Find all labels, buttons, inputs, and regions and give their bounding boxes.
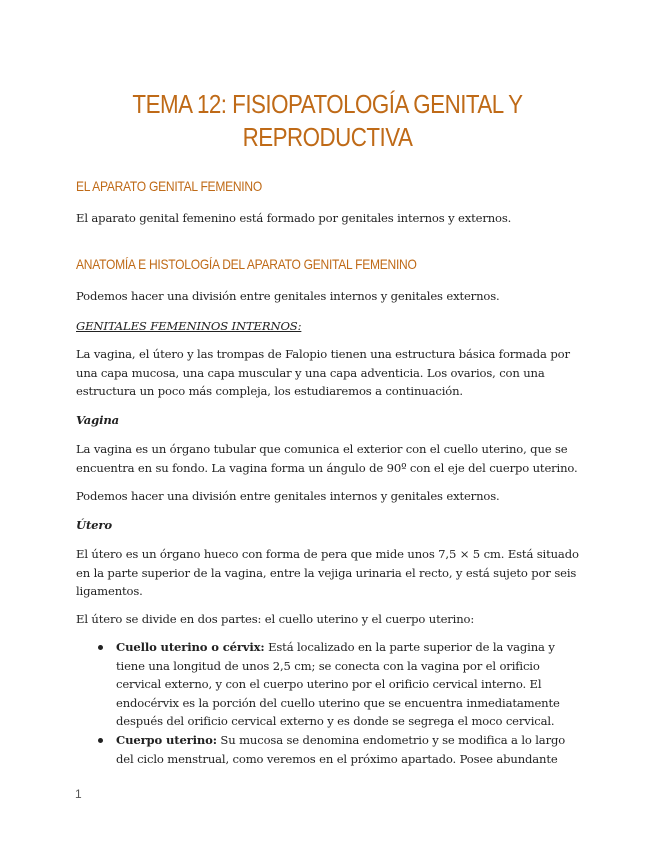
page-number: 1 [75, 787, 82, 801]
internos-paragraph: La vagina, el útero y las trompas de Falopio tienen una estructura básica formada por una capa mucosa, una capa muscular y una capa adventicia. Los ovarios, con una estructura un poco más compleja, los estudiaremos a continuación. [76, 347, 570, 399]
vagina-extra-paragraph: Podemos hacer una división entre genitales internos y genitales externos. [76, 489, 500, 503]
utero-parts-intro: El útero se divide en dos partes: el cuello uterino y el cuerpo uterino: [76, 612, 475, 626]
utero-paragraph: El útero es un órgano hueco con forma de pera que mide unos 7,5 × 5 cm. Está situado en la parte superior de la vagina, entre la vejiga urinaria el recto, y está sujeto por seis ligamentos. [76, 547, 579, 599]
intro-paragraph: Podemos hacer una división entre genitales internos y genitales externos. [76, 289, 500, 303]
section-heading-aparato-genital: EL APARATO GENITAL FEMENINO [76, 178, 262, 194]
vagina-heading: Vagina [76, 413, 119, 427]
utero-parts-list [76, 638, 581, 768]
subheading-genitales-internos: GENITALES FEMENINOS INTERNOS: [76, 319, 302, 333]
list-item [76, 731, 581, 768]
page-title: TEMA 12: FISIOPATOLOGÍA GENITAL Y REPRODUCTIVA [132, 89, 523, 152]
section-heading-anatomia: ANATOMÍA E HISTOLOGÍA DEL APARATO GENITAL FEMENINO [76, 256, 417, 272]
list-item-term: Cuerpo uterino: [116, 732, 217, 747]
list-item-term: Cuello uterino o cérvix: [116, 640, 265, 654]
utero-heading: Útero [76, 518, 112, 532]
list-item [76, 638, 581, 731]
vagina-paragraph: La vagina es un órgano tubular que comunica el exterior con el cuello uterino, que se encuentra en su fondo. La vagina forma un ángulo de 90º con el eje del cuerpo uterino. [76, 442, 578, 475]
section-paragraph: El aparato genital femenino está formado por genitales internos y externos. [76, 211, 512, 225]
list-item-desc: Su mucosa se denomina endometrio y se modifica a lo largo del ciclo menstrual, como veremos en el próximo apartado. Posee abundante [116, 732, 566, 766]
list-item-desc: Está localizado en la parte superior de la vagina y tiene una longitud de unos 2,5 cm; se conecta con la vagina por el orificio cervical externo, y con el cuerpo uterino por el orificio cervical interno. El endocérvix es la porción del cuello uterino que se encuentra inmediatamente después del orificio cervical externo y es donde se segrega el moco cervical. [116, 640, 560, 729]
